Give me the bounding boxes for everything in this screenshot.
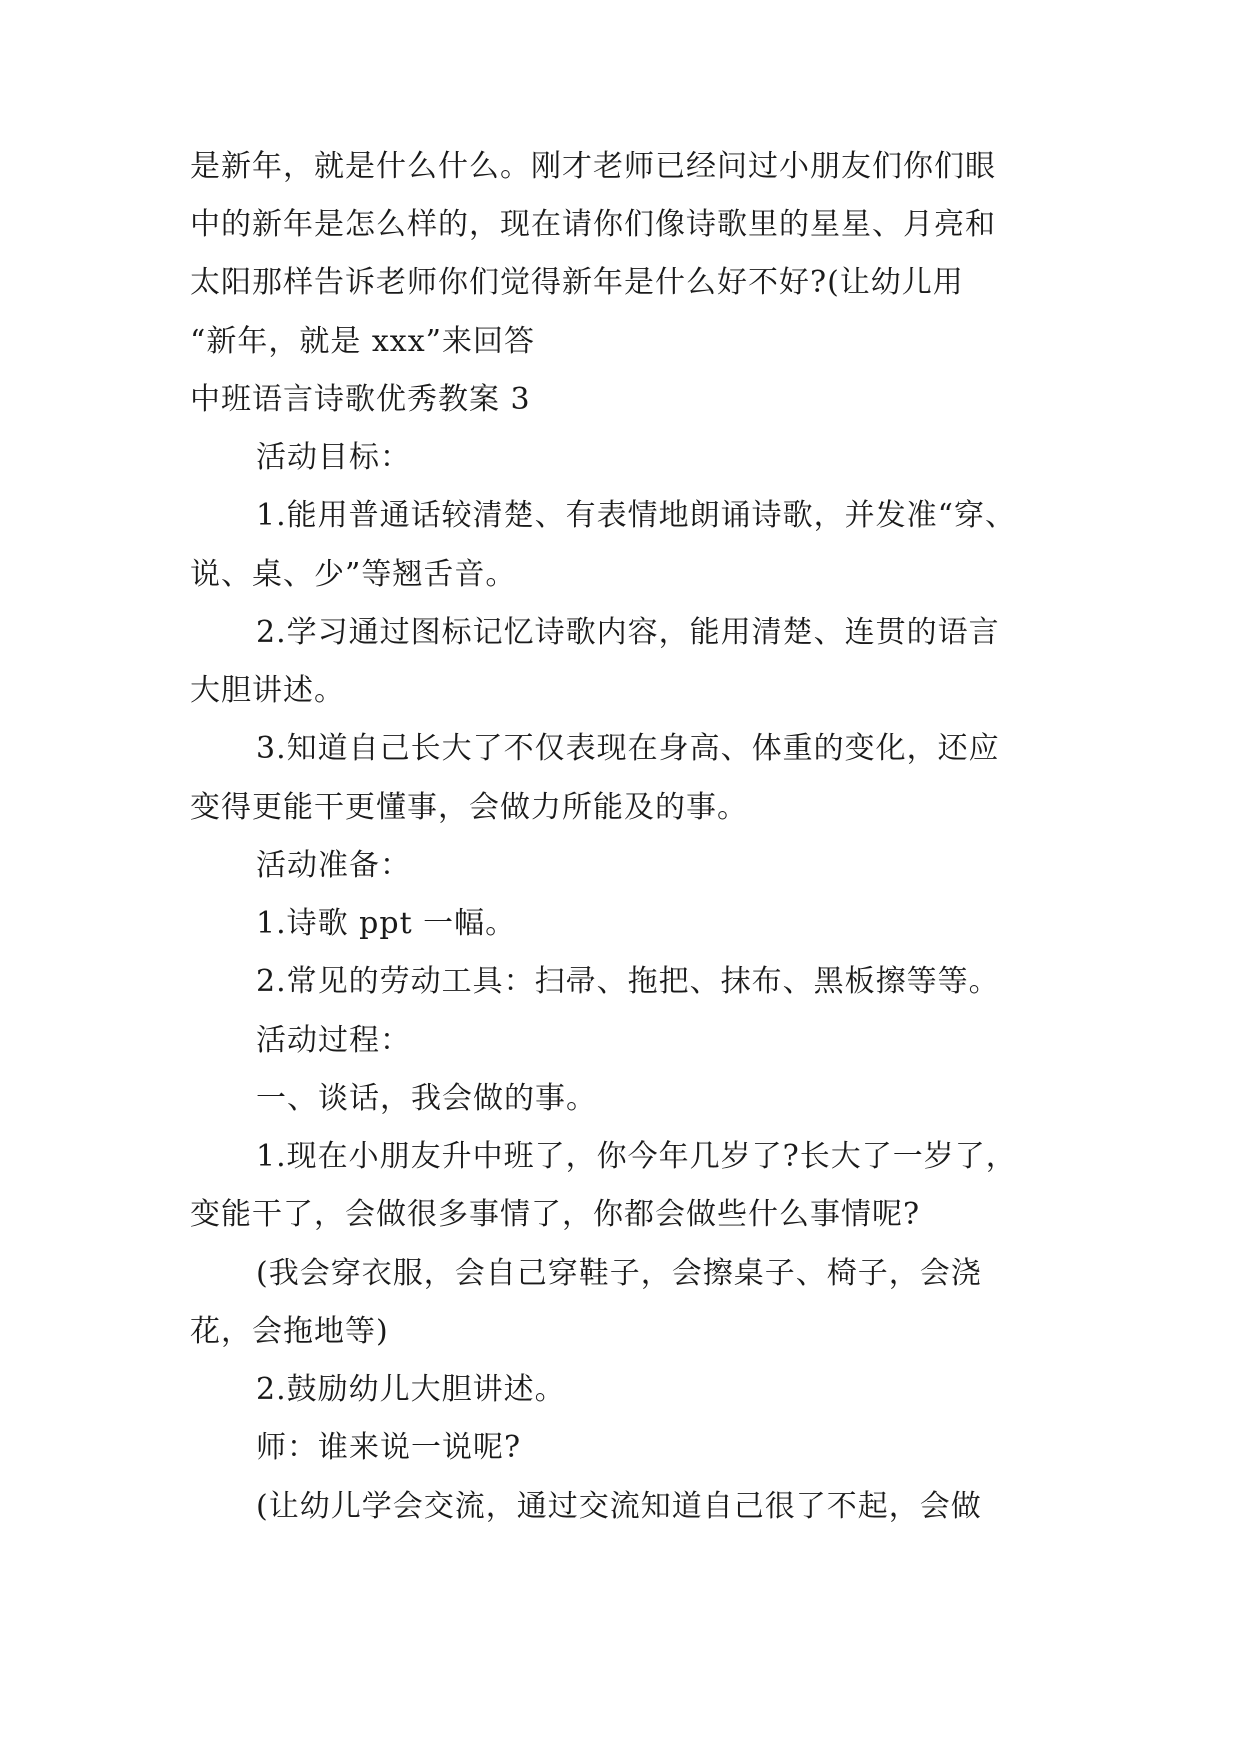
paragraph-line: 师：谁来说一说呢? — [256, 1430, 522, 1465]
section-title: 中班语言诗歌优秀教案 3 — [190, 382, 531, 417]
paragraph-line: 太阳那样告诉老师你们觉得新年是什么好不好?(让幼儿用 — [190, 265, 964, 300]
paragraph-line: 2.鼓励幼儿大胆讲述。 — [256, 1372, 566, 1407]
paragraph-line: 中的新年是怎么样的，现在请你们像诗歌里的星星、月亮和 — [190, 207, 996, 242]
paragraph-line: 花，会拖地等) — [190, 1314, 389, 1349]
paragraph-line: “新年，就是 xxx”来回答 — [190, 324, 535, 359]
paragraph-line: 一、谈话，我会做的事。 — [256, 1081, 597, 1116]
paragraph-line: 是新年，就是什么什么。刚才老师已经问过小朋友们你们眼 — [190, 149, 996, 184]
paragraph-line: 说、桌、少”等翘舌音。 — [190, 557, 517, 592]
paragraph-line: 2.常见的劳动工具：扫帚、拖把、抹布、黑板擦等等。 — [256, 964, 1000, 999]
paragraph-line: 2.学习通过图标记忆诗歌内容，能用清楚、连贯的语言 — [256, 615, 1000, 650]
paragraph-line: (让幼儿学会交流，通过交流知道自己很了不起，会做 — [256, 1489, 982, 1524]
heading-process: 活动过程： — [256, 1023, 411, 1058]
paragraph-line: 变能干了，会做很多事情了，你都会做些什么事情呢? — [190, 1197, 921, 1232]
heading-objectives: 活动目标： — [256, 440, 411, 475]
paragraph-line: 3.知道自己长大了不仅表现在身高、体重的变化，还应 — [256, 731, 1000, 766]
paragraph-line: 1.诗歌 ppt 一幅。 — [256, 906, 517, 941]
paragraph-line: 1.现在小朋友升中班了，你今年几岁了?长大了一岁了， — [256, 1139, 1017, 1174]
paragraph-line: 1.能用普通话较清楚、有表情地朗诵诗歌，并发准“穿、 — [256, 498, 1016, 533]
paragraph-line: (我会穿衣服，会自己穿鞋子，会擦桌子、椅子，会浇 — [256, 1256, 982, 1291]
heading-preparation: 活动准备： — [256, 848, 411, 883]
paragraph-line: 大胆讲述。 — [190, 673, 345, 708]
paragraph-line: 变得更能干更懂事，会做力所能及的事。 — [190, 790, 748, 825]
